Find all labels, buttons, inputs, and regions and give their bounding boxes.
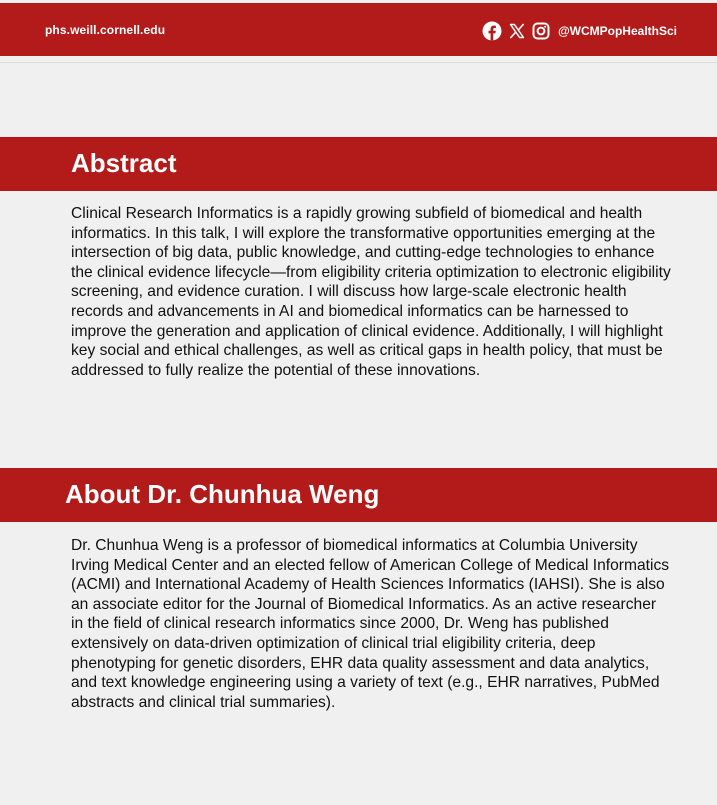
- header-bar: [0, 3, 717, 56]
- about-title: About Dr. Chunhua Weng: [65, 479, 380, 509]
- about-header: [0, 468, 717, 522]
- social-handle[interactable]: @WCMPopHealthSci: [557, 24, 677, 38]
- abstract-text: Clinical Research Informatics is a rapidly growing subfield of biomedical and health informatics. In this talk, I will explore the transformative opportunities emerging at the intersection of big data, public knowledge, and cutting-edge technologies to enhance the clinical evidence lifecycle—from eligibility criteria optimization to electronic eligibility screening, and evidence curation. I will discuss how large-scale electronic health records and advancements in AI and biomedical informatics can be harnessed to improve the generation and application of clinical evidence. Additionally, I will highlight key social and ethical challenges, as well as critical gaps in health policy, that must be addressed to fully realize the potential of these innovations.: [71, 205, 671, 379]
- abstract-title: Abstract: [71, 148, 177, 178]
- social-links: [482, 21, 677, 41]
- header-divider: [0, 62, 717, 63]
- instagram-icon[interactable]: [532, 22, 550, 40]
- site-url-link[interactable]: phs.weill.cornell.edu: [45, 23, 166, 37]
- about-text: Dr. Chunhua Weng is a professor of biomedical informatics at Columbia University Irving Medical Center and an elected fellow of American College of Medical Informatics (ACMI) and International Academy of Health Sciences Informatics (IAHSI). She is also an associate editor for the Journal of Biomedical Informatics. As an active researcher in the field of clinical research informatics since 2000, Dr. Weng has published extensively on data-driven optimization of clinical trial eligibility criteria, deep phenotyping for genetic disorders, EHR data quality assessment and data analytics, and text knowledge engineering using a variety of text (e.g., EHR narratives, PubMed abstracts and clinical trial summaries).: [71, 537, 670, 711]
- x-icon[interactable]: [508, 22, 526, 40]
- facebook-icon[interactable]: [482, 21, 502, 41]
- abstract-header: [0, 137, 717, 191]
